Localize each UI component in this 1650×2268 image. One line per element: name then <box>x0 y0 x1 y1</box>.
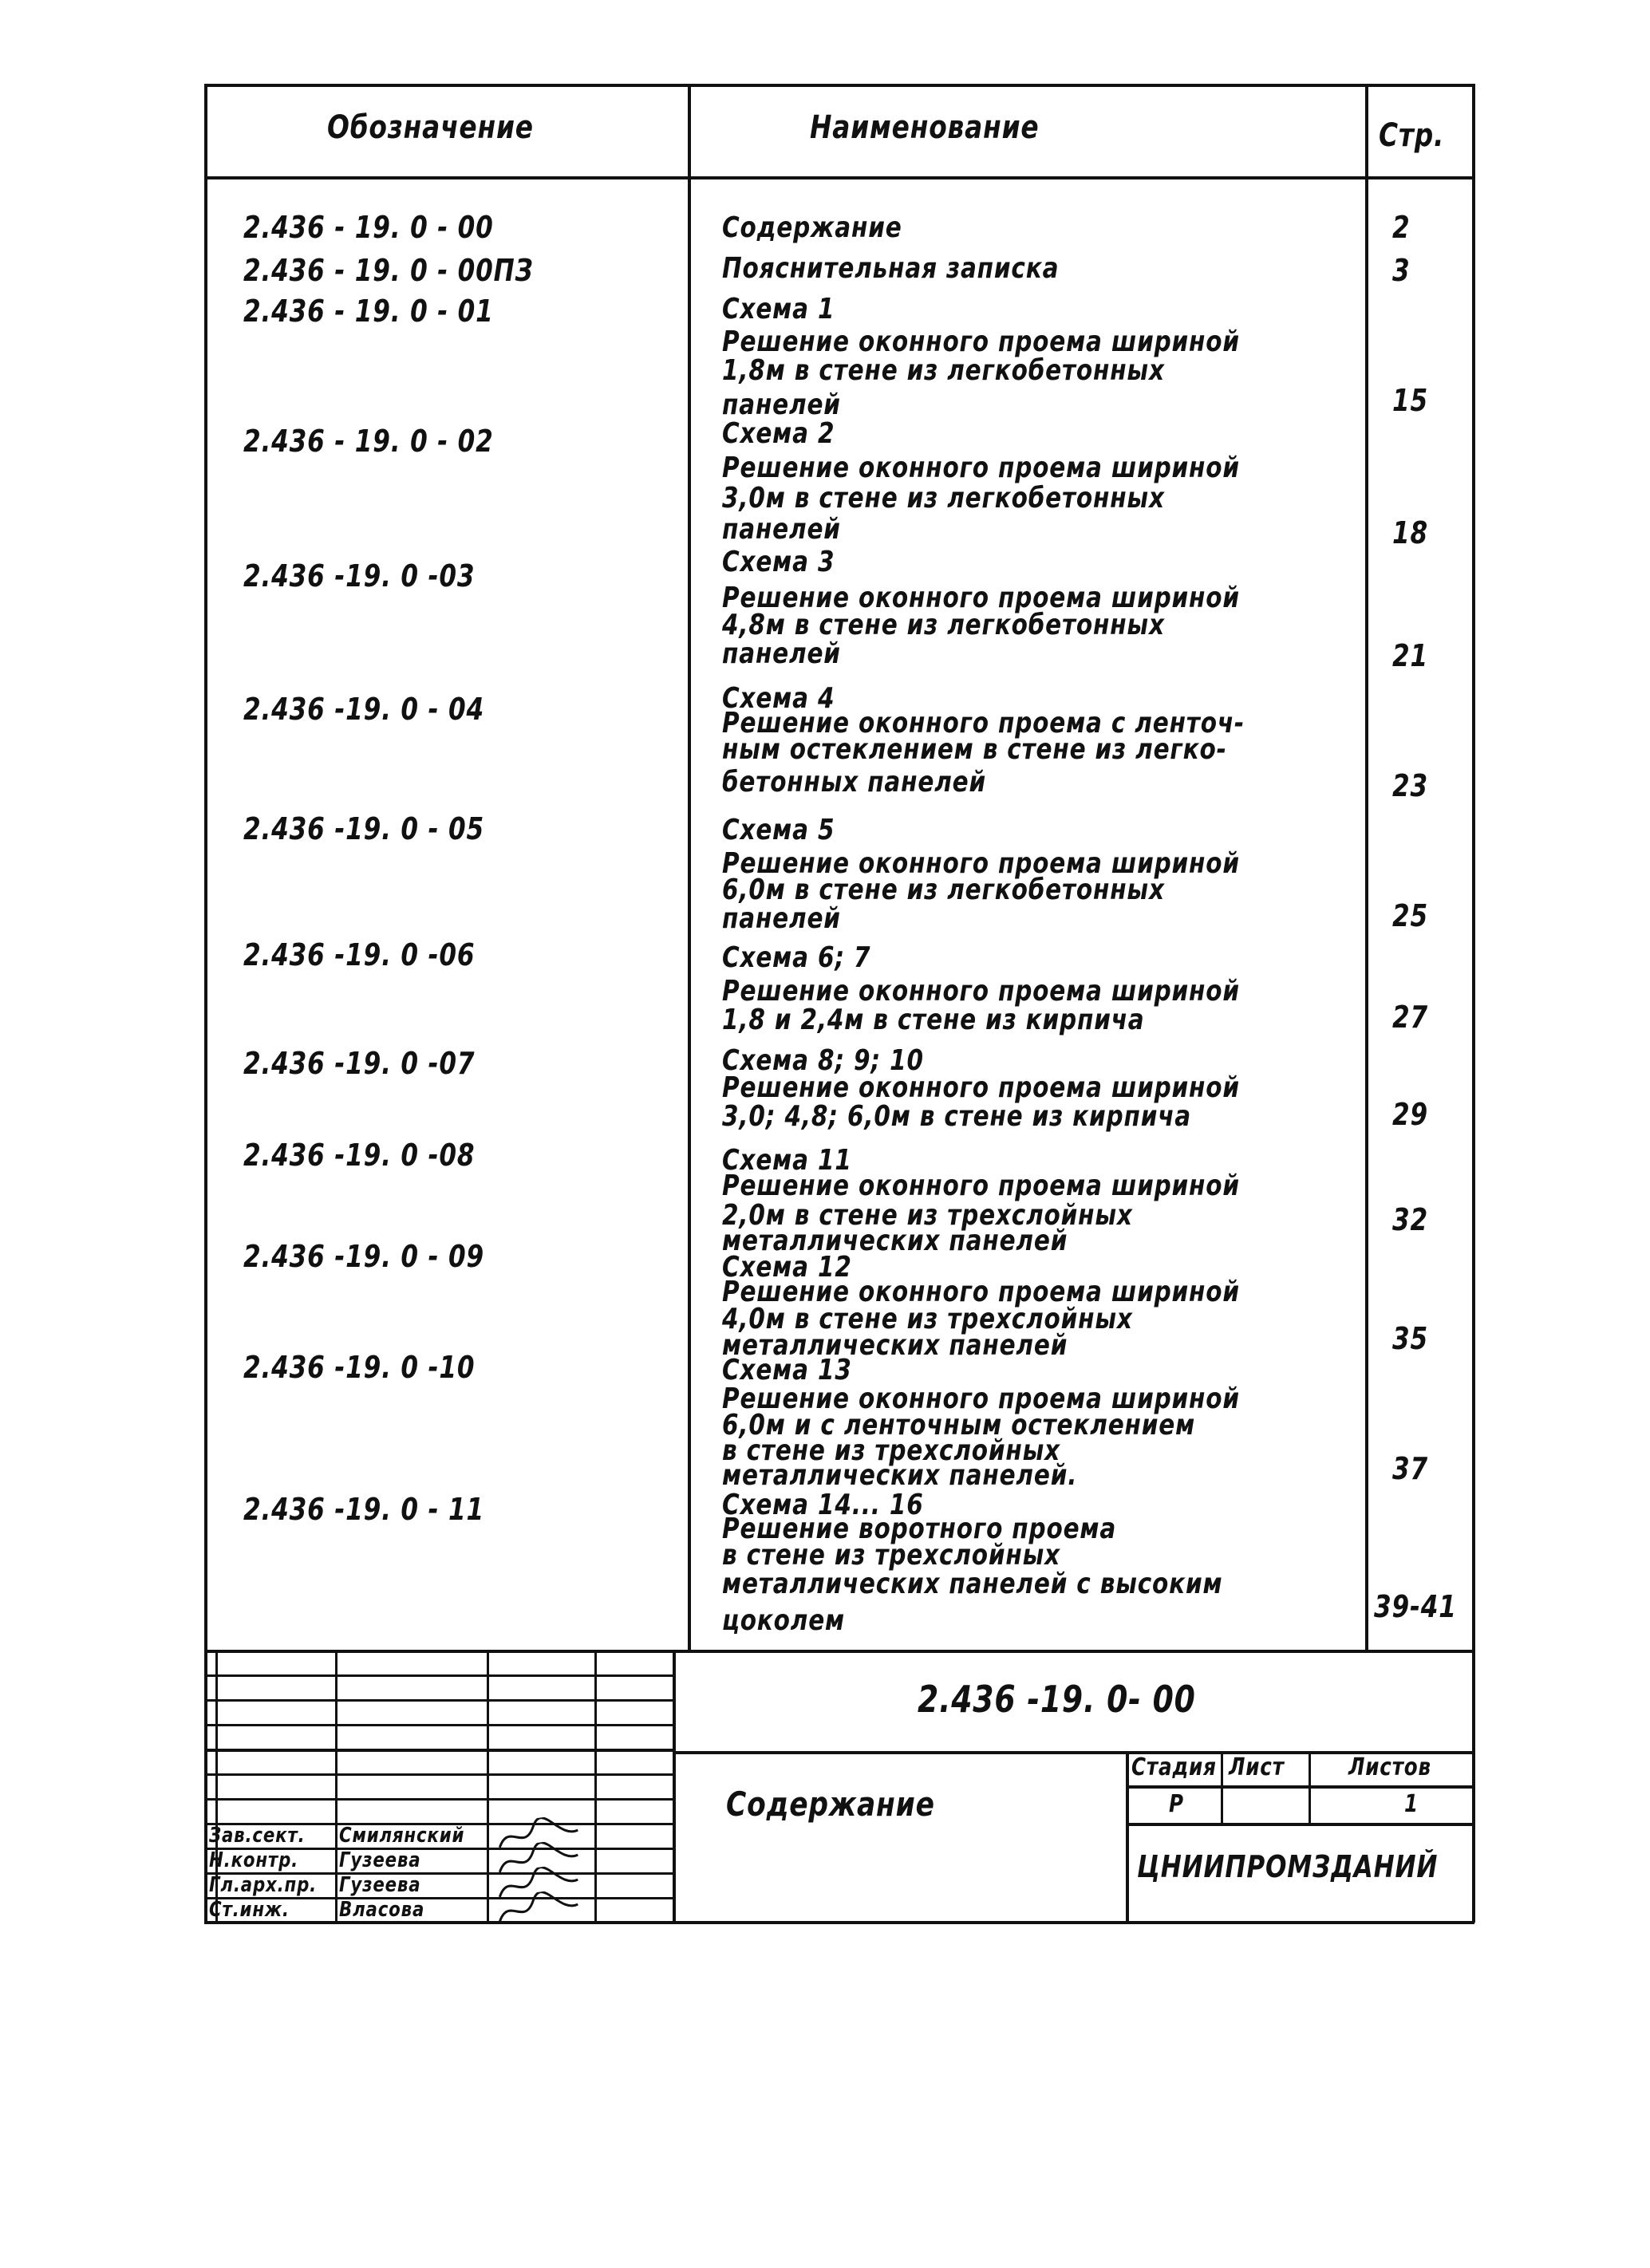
signature-role: Н.контр. <box>209 1848 299 1872</box>
frame-left <box>204 84 207 1923</box>
row-designation: 2.436 - 19. 0 - 02 <box>243 424 494 459</box>
table-bottom <box>204 1650 1474 1653</box>
row-page: 3 <box>1392 253 1411 288</box>
tb-stage-label: Стадия <box>1131 1753 1217 1781</box>
row-page: 23 <box>1392 768 1429 803</box>
tb-stage: Р <box>1169 1790 1184 1818</box>
row-designation: 2.436 -19. 0 -08 <box>243 1138 476 1173</box>
header-designation: Обозначение <box>327 109 534 146</box>
row-name-line: металлических панелей с высоким <box>722 1568 1223 1600</box>
header-page: Стр. <box>1379 117 1445 154</box>
row-page: 37 <box>1392 1451 1429 1486</box>
row-name-line: Решение оконного проема шириной <box>722 452 1240 484</box>
tb-sheet-col <box>1309 1751 1311 1823</box>
frame-right <box>1472 84 1475 1923</box>
row-name-line: Схема 3 <box>722 546 835 578</box>
row-designation: 2.436 - 19. 0 - 00 <box>243 210 494 245</box>
column-divider-1 <box>688 84 691 1650</box>
grid-row-line <box>204 1773 673 1776</box>
row-name-line: Решение оконного проема шириной <box>722 1276 1240 1308</box>
row-name-line: Решение оконного проема шириной <box>722 1169 1240 1202</box>
tb-divider-v <box>1126 1751 1129 1923</box>
grid-row-line <box>204 1674 673 1677</box>
row-page: 29 <box>1392 1097 1429 1132</box>
header-divider <box>204 176 1474 179</box>
row-name-line: Решение оконного проема шириной <box>722 1071 1240 1104</box>
grid-row-line <box>204 1724 673 1726</box>
row-name-line: ным остеклением в стене из легко- <box>722 733 1227 766</box>
row-name-line: 3,0; 4,8; 6,0м в стене из кирпича <box>722 1100 1192 1133</box>
row-name-line: Решение оконного проема с ленточ- <box>722 707 1245 740</box>
row-designation: 2.436 -19. 0 -06 <box>243 937 476 972</box>
tb-title: Содержание <box>726 1785 935 1824</box>
row-designation: 2.436 -19. 0 - 11 <box>243 1492 485 1527</box>
row-name-line: металлических панелей <box>722 1225 1068 1257</box>
row-page: 35 <box>1392 1321 1429 1356</box>
row-designation: 2.436 - 19. 0 - 01 <box>243 294 494 329</box>
row-name-line: Схема 1 <box>722 293 835 325</box>
row-name-line: панелей <box>722 389 841 421</box>
row-page: 15 <box>1392 383 1429 418</box>
tb-sheets-label: Листов <box>1348 1753 1431 1781</box>
row-name-line: 6,0м в стене из легкобетонных <box>722 874 1165 906</box>
row-name-line: Содержание <box>722 211 902 244</box>
row-page: 32 <box>1392 1202 1429 1237</box>
row-name-line: Схема 5 <box>722 814 835 846</box>
row-designation: 2.436 -19. 0 - 09 <box>243 1239 485 1274</box>
row-name-line: в стене из трехслойных <box>722 1434 1060 1467</box>
row-name-line: цоколем <box>722 1604 845 1637</box>
tb-stage-col <box>1221 1751 1223 1823</box>
row-page: 39-41 <box>1374 1589 1457 1624</box>
row-name-line: 6,0м и с ленточным остеклением <box>722 1409 1196 1442</box>
row-name-line: Решение оконного проема шириной <box>722 325 1240 358</box>
signature-name: Смилянский <box>339 1824 465 1848</box>
row-name-line: Схема 6; 7 <box>722 941 871 974</box>
row-designation: 2.436 -19. 0 - 04 <box>243 692 485 727</box>
header-name: Наименование <box>810 109 1040 146</box>
row-name-line: 4,0м в стене из трехслойных <box>722 1303 1133 1335</box>
row-page: 25 <box>1392 898 1429 933</box>
row-name-line: панелей <box>722 513 841 546</box>
signature-role: Гл.арх.пр. <box>209 1873 318 1897</box>
row-page: 2 <box>1392 210 1411 245</box>
tb-organization: ЦНИИПРОМЗДАНИЙ <box>1137 1849 1439 1884</box>
row-name-line: Решение оконного проема шириной <box>722 1382 1240 1415</box>
row-name-line: 1,8 и 2,4м в стене из кирпича <box>722 1004 1145 1036</box>
column-divider-2 <box>1365 84 1368 1650</box>
row-name-line: Решение оконного проема шириной <box>722 582 1240 614</box>
row-designation: 2.436 - 19. 0 - 00ПЗ <box>243 253 534 288</box>
row-name-line: панелей <box>722 902 841 935</box>
row-designation: 2.436 -19. 0 - 05 <box>243 811 485 846</box>
row-page: 18 <box>1392 515 1429 550</box>
grid-row-line <box>204 1798 673 1801</box>
row-name-line: Схема 11 <box>722 1144 852 1177</box>
row-designation: 2.436 -19. 0 -03 <box>243 558 476 594</box>
row-name-line: 1,8м в стене из легкобетонных <box>722 354 1165 387</box>
signature-name: Власова <box>339 1898 425 1922</box>
tb-code: 2.436 -19. 0- 00 <box>918 1678 1196 1721</box>
grid-col-line <box>335 1650 338 1923</box>
row-name-line: Пояснительная записка <box>722 252 1060 285</box>
row-name-line: Решение воротного проема <box>722 1513 1117 1545</box>
tb-sheet-label: Лист <box>1229 1753 1285 1781</box>
row-name-line: 3,0м в стене из легкобетонных <box>722 482 1165 515</box>
signature-name: Гузеева <box>339 1873 421 1897</box>
row-name-line: Решение оконного проема шириной <box>722 847 1240 880</box>
row-name-line: в стене из трехслойных <box>722 1539 1060 1572</box>
tb-sheets: 1 <box>1404 1790 1419 1818</box>
grid-col-line <box>594 1650 597 1923</box>
signature-role: Зав.сект. <box>209 1824 306 1848</box>
row-name-line: бетонных панелей <box>722 766 987 799</box>
row-name-line: Схема 12 <box>722 1251 852 1284</box>
row-page: 21 <box>1392 638 1429 673</box>
tb-divider <box>673 1650 676 1923</box>
row-name-line: Схема 8; 9; 10 <box>722 1044 924 1077</box>
row-name-line: Решение оконного проема шириной <box>722 975 1240 1008</box>
row-page: 27 <box>1392 1000 1429 1035</box>
row-name-line: металлических панелей <box>722 1329 1068 1362</box>
row-designation: 2.436 -19. 0 -10 <box>243 1350 476 1385</box>
grid-row-line <box>204 1699 673 1702</box>
row-name-line: 2,0м в стене из трехслойных <box>722 1199 1133 1232</box>
row-name-line: Схема 4 <box>722 682 835 715</box>
row-name-line: Схема 14... 16 <box>722 1489 924 1521</box>
tb-stage-row-line <box>1126 1823 1474 1826</box>
row-name-line: металлических панелей. <box>722 1459 1078 1492</box>
row-name-line: Схема 2 <box>722 417 835 450</box>
row-name-line: 4,8м в стене из легкобетонных <box>722 609 1165 641</box>
row-name-line: панелей <box>722 637 841 670</box>
grid-col-line <box>487 1650 489 1923</box>
row-name-line: Схема 13 <box>722 1354 852 1386</box>
frame-top <box>204 84 1474 87</box>
row-designation: 2.436 -19. 0 -07 <box>243 1046 476 1081</box>
grid-row-line <box>204 1749 673 1752</box>
signature-role: Ст.инж. <box>209 1898 290 1922</box>
signature-name: Гузеева <box>339 1848 421 1872</box>
